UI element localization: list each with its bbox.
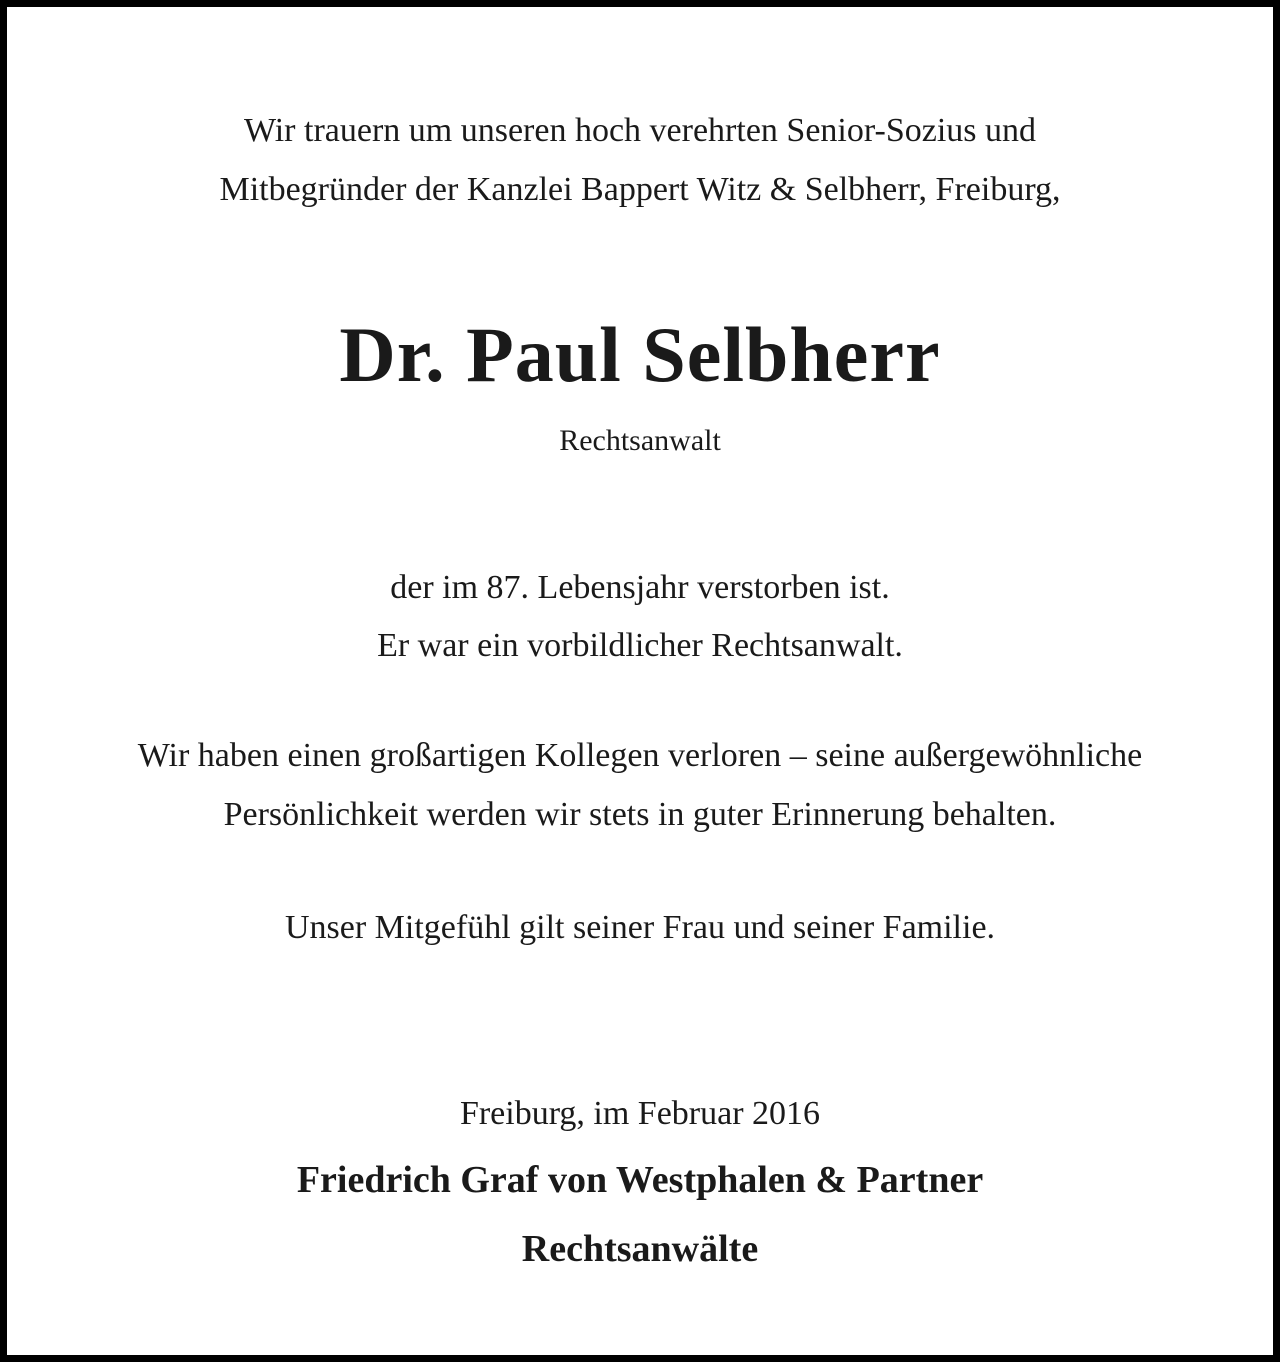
intro-line-2: Mitbegründer der Kanzlei Bappert Witz & Selbherr, Freiburg,: [219, 171, 1061, 208]
intro-line-1: Wir trauern um unseren hoch verehrten Senior-Sozius und: [244, 112, 1036, 149]
deceased-profession: Rechtsanwalt: [559, 424, 721, 457]
condolence-line: Unser Mitgefühl gilt seiner Frau und seiner Familie.: [284, 909, 996, 946]
signature-title: Rechtsanwälte: [521, 1228, 759, 1270]
tribute-line-2: Persönlichkeit werden wir stets in guter Erinnerung behalten.: [223, 796, 1057, 833]
body-line-2: Er war ein vorbildlicher Rechtsanwalt.: [377, 627, 903, 664]
body-line-1: der im 87. Lebensjahr verstorben ist.: [390, 569, 890, 606]
signature-firm: Friedrich Graf von Westphalen & Partner: [296, 1159, 984, 1201]
place-date: Freiburg, im Februar 2016: [459, 1095, 821, 1132]
tribute-line-1: Wir haben einen großartigen Kollegen verloren – seine außergewöhnliche: [137, 737, 1143, 774]
deceased-name: Dr. Paul Selbherr: [339, 311, 941, 398]
